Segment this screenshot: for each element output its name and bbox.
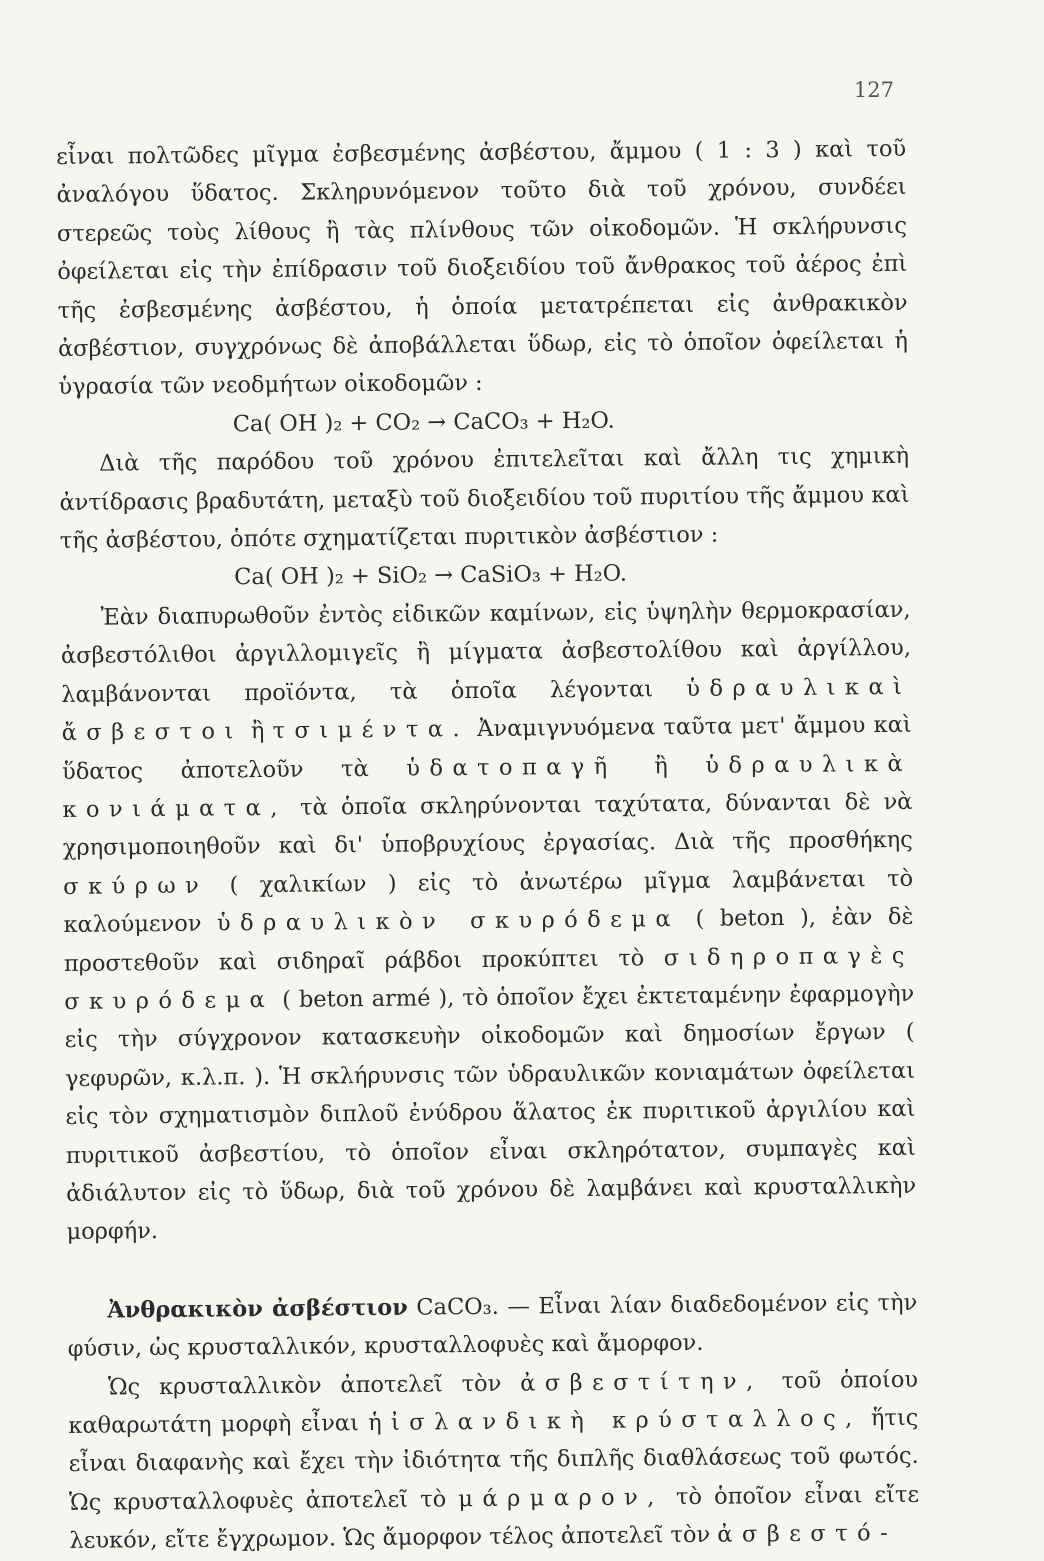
equation-carbonation: Ca( OH )₂ + CO₂ → CaCO₃ + H₂O. bbox=[232, 407, 615, 438]
text-span: ( χαλικίων ) εἰς τὸ ἀνωτέρω μῖγμα λαμβάνεται τὸ καλούμενον bbox=[63, 865, 914, 939]
text-span: τὰ ὁποῖα σκληρύνονται ταχύτατα, δύνανται δὲ νὰ χρησιμοποιηθοῦν καὶ δι' ὑποβρυχίους ἐργασίας. Διὰ τῆς προσθήκης bbox=[62, 788, 913, 862]
text-span: ἥτις εἶναι διαφανὴς καὶ ἔχει τὴν ἰδιότητα τῆς διπλῆς διαθλάσεως τοῦ φωτός. Ὡς κρυσταλλοφυὲς ἀποτελεῖ τὸ bbox=[68, 1404, 919, 1516]
spaced-term: σκύρων bbox=[63, 872, 209, 900]
spaced-term: ὑδραυλικὰ κονιάματα, bbox=[62, 750, 913, 823]
spaced-term: τσιμέντα. bbox=[272, 716, 470, 745]
body-text bbox=[56, 130, 920, 1561]
text-span: Ἐὰν διαπυρωθοῦν ἐντὸς εἰδικῶν καμίνων, εἰς ὑψηλὴν θερμοκρασίαν, ἀσβεστόλιθοι ἀργιλλομιγεῖς ἢ μίγματα ἀσβεστολίθου καὶ ἀργίλλου, λαμβάνονται προϊόντα, τὰ ὁποῖα λέγονται bbox=[60, 596, 912, 708]
text-span: Ὡς κρυσταλλικὸν ἀποτελεῖ τὸν bbox=[107, 1370, 502, 1401]
text-span: ἢ bbox=[250, 718, 265, 745]
spaced-term: μάρμαρον, bbox=[458, 1484, 664, 1513]
section-formula: CaCO₃. bbox=[416, 1293, 499, 1321]
spaced-term: ἀσβεστίτην, bbox=[520, 1367, 763, 1397]
text-span: — Εἶναι λίαν διαδεδομένον εἰς τὴν φύσιν, ὡς κρυσταλλικόν, κρυσταλλοφυὲς καὶ ἄμορφον. bbox=[67, 1289, 918, 1363]
text-span: ἢ bbox=[654, 752, 668, 779]
text-span: τοῦ ὁποίου καθαρωτάτη μορφὴ εἶναι ἡ bbox=[68, 1366, 919, 1439]
text-span: τὸ ὁποῖον εἶναι εἴτε λευκόν, εἴτε ἔγχρωμον. Ὡς ἄμορφον τέλος ἀποτελεῖ τὸν bbox=[69, 1481, 920, 1555]
paragraph-hydraulic-cements bbox=[60, 591, 916, 1252]
spaced-term: ὑδραυλικαὶ ἄσβεστοι bbox=[61, 673, 912, 747]
spaced-term: ὑδατοπαγῆ bbox=[406, 753, 617, 782]
spaced-term: ὑδραυλικὸν σκυρόδεμα bbox=[216, 906, 681, 937]
spaced-term: ἀσβεστό- bbox=[717, 1520, 898, 1548]
text-span: ( beton armé ), τὸ ὁποῖον ἔχει ἐκτεταμένην ἐφαρμογὴν εἰς τὴν σύγχρονον κατασκευὴν οἰκοδομῶν καὶ δημοσίων ἔργων ( γεφυρῶν, κ.λ.π. ). Ἡ σκλήρυνσις τῶν ὑδραυλικῶν κονιαμάτων ὀφείλεται εἰς τὸν σχηματισμὸν διπλοῦ ἐνύδρου ἅλατος ἐκ πυριτικοῦ ἀργιλίου καὶ πυριτικοῦ ἀσβεστίου, τὸ ὁποῖον εἶναι σκληρότατον, συμπαγὲς καὶ ἀδιάλυτον εἰς τὸ ὕδωρ, διὰ τοῦ χρόνου δὲ λαμβάνει καὶ κρυσταλλικὴν μορφήν. bbox=[64, 980, 917, 1246]
paragraph-silicate: Διὰ τῆς παρόδου τοῦ χρόνου ἐπιτελεῖται καὶ ἄλλη τις χημικὴ ἀντίδρασις βραδυτάτη, μεταξὺ τοῦ διοξειδίου τοῦ πυριτίου τῆς ἄμμου καὶ τῆς ἀσβέστου, ὁπότε σχηματίζεται πυριτικὸν ἀσβέστιον : bbox=[59, 443, 910, 555]
paragraph-forms bbox=[68, 1360, 920, 1560]
spaced-term: σιδηροπαγὲς σκυρόδεμα bbox=[64, 942, 915, 1015]
equation-silicate: Ca( OH )₂ + SiO₂ → CaSiO₃ + H₂O. bbox=[234, 561, 628, 591]
text-span: Ἀναμιγνυόμενα ταῦτα μετ' ἄμμου καὶ ὕδατος ἀποτελοῦν τὰ bbox=[61, 711, 912, 785]
text-span: ( beton ), ἐὰν δὲ προστεθοῦν καὶ σιδηραῖ ράβδοι προκύπτει τὸ bbox=[63, 903, 914, 977]
page-number: 127 bbox=[853, 78, 894, 102]
section-calcium-carbonate bbox=[67, 1284, 918, 1369]
section-heading: Ἀνθρακικὸν ἀσβέστιον bbox=[107, 1294, 408, 1324]
spaced-term: ἰσλανδικὴ κρύσταλλος, bbox=[390, 1405, 862, 1436]
paragraph-mortar: εἶναι πολτῶδες μῖγμα ἐσβεσμένης ἀσβέστου, ἄμμου ( 1 : 3 ) καὶ τοῦ ἀναλόγου ὕδατος. Σκληρυνόμενον τοῦτο διὰ τοῦ χρόνου, συνδέει στερεῶς τοὺς λίθους ἢ τὰς πλίνθους τῶν οἰκοδομῶν. Ἡ σκλήρυνσις ὀφείλεται εἰς τὴν ἐπίδρασιν τοῦ διοξειδίου τοῦ ἄνθρακος τοῦ ἀέρος ἐπὶ τῆς ἐσβεσμένης ἀσβέστου, ἡ ὁποία μετατρέπεται εἰς ἀνθρακικὸν ἀσβέστιον, συγχρόνως δὲ ἀποβάλλεται ὕδωρ, εἰς τὸ ὁποῖον ὀφείλεται ἡ ὑγρασία τῶν νεοδμήτων οἰκοδομῶν : bbox=[56, 135, 909, 401]
